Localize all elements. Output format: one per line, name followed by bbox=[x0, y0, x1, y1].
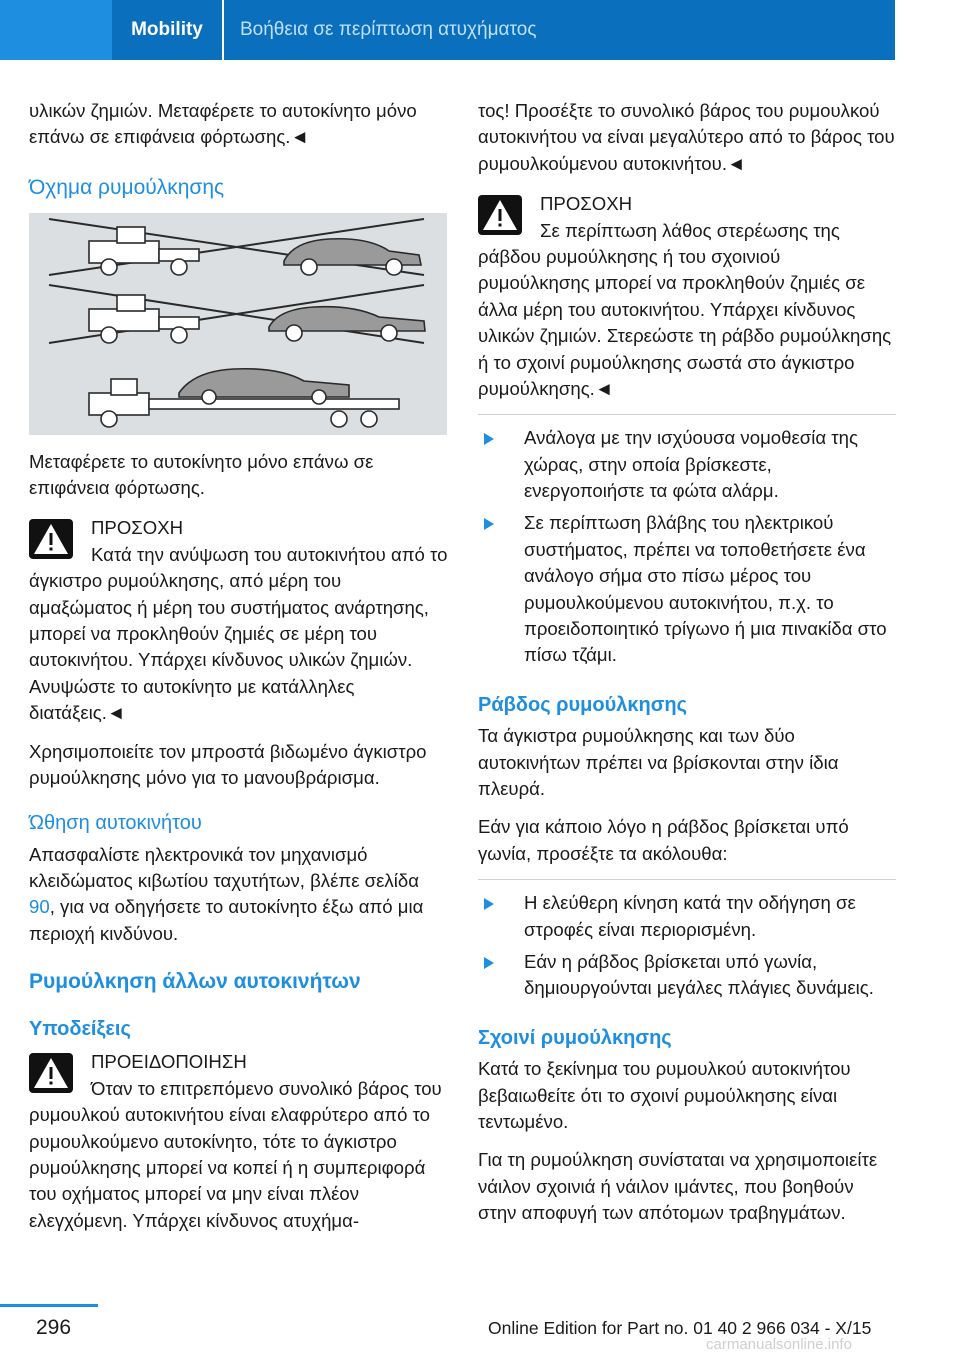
divider bbox=[478, 414, 896, 415]
header-chapter-title: Βοήθεια σε περίπτωση ατυχήματος bbox=[240, 19, 537, 40]
paragraph: υλικών ζημιών. Μεταφέρετε το αυτοκίνητο μόνο επάνω σε επιφάνεια φόρτωσης.◄ bbox=[29, 100, 417, 148]
illustration-caption: Μεταφέρετε το αυτοκίνητο μόνο επάνω σε επιφάνεια φόρτωσης. bbox=[29, 450, 374, 498]
bullet-list bbox=[478, 425, 896, 669]
heading-tow-vehicle: Όχημα ρυμούλκησης bbox=[29, 175, 225, 199]
list-item-text: Σε περίπτωση βλάβης του ηλεκτρικού συστήματος, πρέπει να τοποθετήσετε ένα ανάλογο σήμα στο πίσω μέρος του ρυμουλκούμενου αυτοκινήτου, π.χ. το προειδοποιητικό τρίγωνο ή μια πινακίδα στο πίσω τζάμι. bbox=[524, 512, 887, 666]
right-column bbox=[478, 98, 896, 1238]
list-item bbox=[478, 949, 896, 1002]
heading-hints: Υποδείξεις bbox=[29, 1018, 131, 1041]
paragraph: Τα άγκιστρα ρυμούλκησης και των δύο αυτοκινήτων πρέπει να βρίσκονται στην ίδια πλευρά. bbox=[478, 725, 839, 799]
list-item bbox=[478, 425, 896, 504]
page-header bbox=[0, 0, 895, 60]
bullet-triangle-icon bbox=[484, 518, 494, 530]
left-column bbox=[29, 98, 449, 1246]
page-number: 296 bbox=[36, 1316, 72, 1339]
warning-heading: ΠΡΟΕΙΔΟΠΟΙΗΣΗ bbox=[91, 1051, 247, 1073]
paragraph: Χρησιμοποιείτε τον μπροστά βιδωμένο άγκιστρο ρυμούλκησης μόνο για το μανουβράρισμα. bbox=[29, 740, 427, 788]
list-item-text: Ανάλογα με την ισχύουσα νομοθεσία της χώρας, στην οποία βρίσκεστε, ενεργοποιήστε τα φώτα αλάρμ. bbox=[524, 427, 858, 502]
caution-heading: ΠΡΟΣΟΧΗ bbox=[91, 517, 184, 539]
warning-triangle-icon bbox=[478, 195, 522, 235]
divider bbox=[478, 879, 896, 880]
caution-block bbox=[478, 191, 896, 402]
bullet-triangle-icon bbox=[484, 957, 494, 969]
warning-triangle-icon bbox=[29, 519, 73, 559]
edition-footer: Online Edition for Part no. 01 40 2 966 034 - X/15 bbox=[488, 1318, 872, 1338]
paragraph-push bbox=[29, 842, 449, 948]
caution-block bbox=[29, 515, 449, 726]
paragraph: Κατά το ξεκίνημα του ρυμουλκού αυτοκινήτου βεβαιωθείτε ότι το σχοινί ρυμούλκησης είναι τεντωμένο. bbox=[478, 1058, 851, 1132]
header-section-tab[interactable]: Mobility bbox=[131, 19, 203, 40]
warning-text: Όταν το επιτρεπόμενο συνολικό βάρος του ρυμουλκού αυτοκινήτου είναι ελαφρύτερο από το ρυμουλκούμενο αυτοκίνητο, τότε το άγκιστρο ρυμούλκησης μπορεί να κοπεί ή η συμπεριφορά του οχήματος μπορεί να μην είναι πλέον ελεγχόμενη. Υπάρχει κίνδυνος ατυχήμα- bbox=[29, 1077, 442, 1231]
list-item bbox=[478, 510, 896, 668]
caution-text: Κατά την ανύψωση του αυτοκινήτου από το άγκιστρο ρυμούλκησης, από μέρη του αμαξώματος ή μέρη του συστήματος ανάρτησης, μπορεί να προκληθούν ζημιές σε μέρη του αυτοκινήτου. Υπάρχει κίνδυνος υλικών ζημιών. Ανυψώστε το αυτοκίνητο με κατάλληλες διατάξεις.◄ bbox=[29, 543, 448, 724]
warning-block bbox=[29, 1049, 449, 1234]
paragraph: Εάν για κάποιο λόγο η ράβδος βρίσκεται υπό γωνία, προσέξτε τα ακόλουθα: bbox=[478, 816, 849, 864]
heading-tow-rope: Σχοινί ρυμούλκησης bbox=[478, 1026, 672, 1049]
page-link[interactable]: 90 bbox=[29, 896, 50, 918]
watermark: carmanualsonline.info bbox=[706, 1336, 852, 1353]
paragraph: Για τη ρυμούλκηση συνίσταται να χρησιμοποιείτε νάιλον σχοινιά ή νάιλον ιμάντες, που βοηθούν στην αποφυγή των απότομων τραβηγμάτων. bbox=[478, 1149, 878, 1224]
caution-text: Σε περίπτωση λάθος στερέωσης της ράβδου ρυμούλκησης ή του σχοινιού ρυμούλκησης μπορεί να προκληθούν ζημιές σε άλλα μέρη του αυτοκινήτου. Υπάρχει κίνδυνος υλικών ζημιών. Στερεώστε τη ράβδο ρυμούλκησης ή το σχοινί ρυμούλκησης σωστά στο άγκιστρο ρυμούλκησης.◄ bbox=[478, 219, 892, 399]
page-number-bar bbox=[0, 1304, 98, 1307]
bullet-list bbox=[478, 890, 896, 1002]
list-item-text: Εάν η ράβδος βρίσκεται υπό γωνία, δημιουργούνται μεγάλες πλάγιες δυνάμεις. bbox=[524, 950, 874, 999]
heading-tow-bar: Ράβδος ρυμούλκησης bbox=[478, 693, 688, 716]
list-item-text: Η ελεύθερη κίνηση κατά την οδήγηση σε στροφές είναι περιορισμένη. bbox=[524, 892, 856, 940]
towing-illustration bbox=[29, 213, 447, 435]
list-item bbox=[478, 890, 896, 943]
header-accent-block bbox=[0, 0, 112, 60]
text: , για να οδηγήσετε το αυτοκίνητο έξω από μια περιοχή κινδύνου. bbox=[29, 896, 424, 944]
warning-triangle-icon bbox=[29, 1053, 73, 1093]
bullet-triangle-icon bbox=[484, 898, 494, 910]
caution-heading: ΠΡΟΣΟΧΗ bbox=[540, 193, 633, 215]
heading-towing-other-vehicles: Ρυμούλκηση άλλων αυτοκινήτων bbox=[29, 970, 361, 994]
heading-pushing-vehicle: Ώθηση αυτοκινήτου bbox=[29, 812, 202, 835]
bullet-triangle-icon bbox=[484, 433, 494, 445]
text: Απασφαλίστε ηλεκτρονικά τον μηχανισμό κλειδώματος κιβωτίου ταχυτήτων, βλέπε σελίδα bbox=[29, 843, 419, 892]
paragraph: τος! Προσέξτε το συνολικό βάρος του ρυμουλκού αυτοκινήτου να είναι μεγαλύτερο από το βάρος του ρυμουλκούμενου αυτοκινήτου.◄ bbox=[478, 100, 895, 174]
